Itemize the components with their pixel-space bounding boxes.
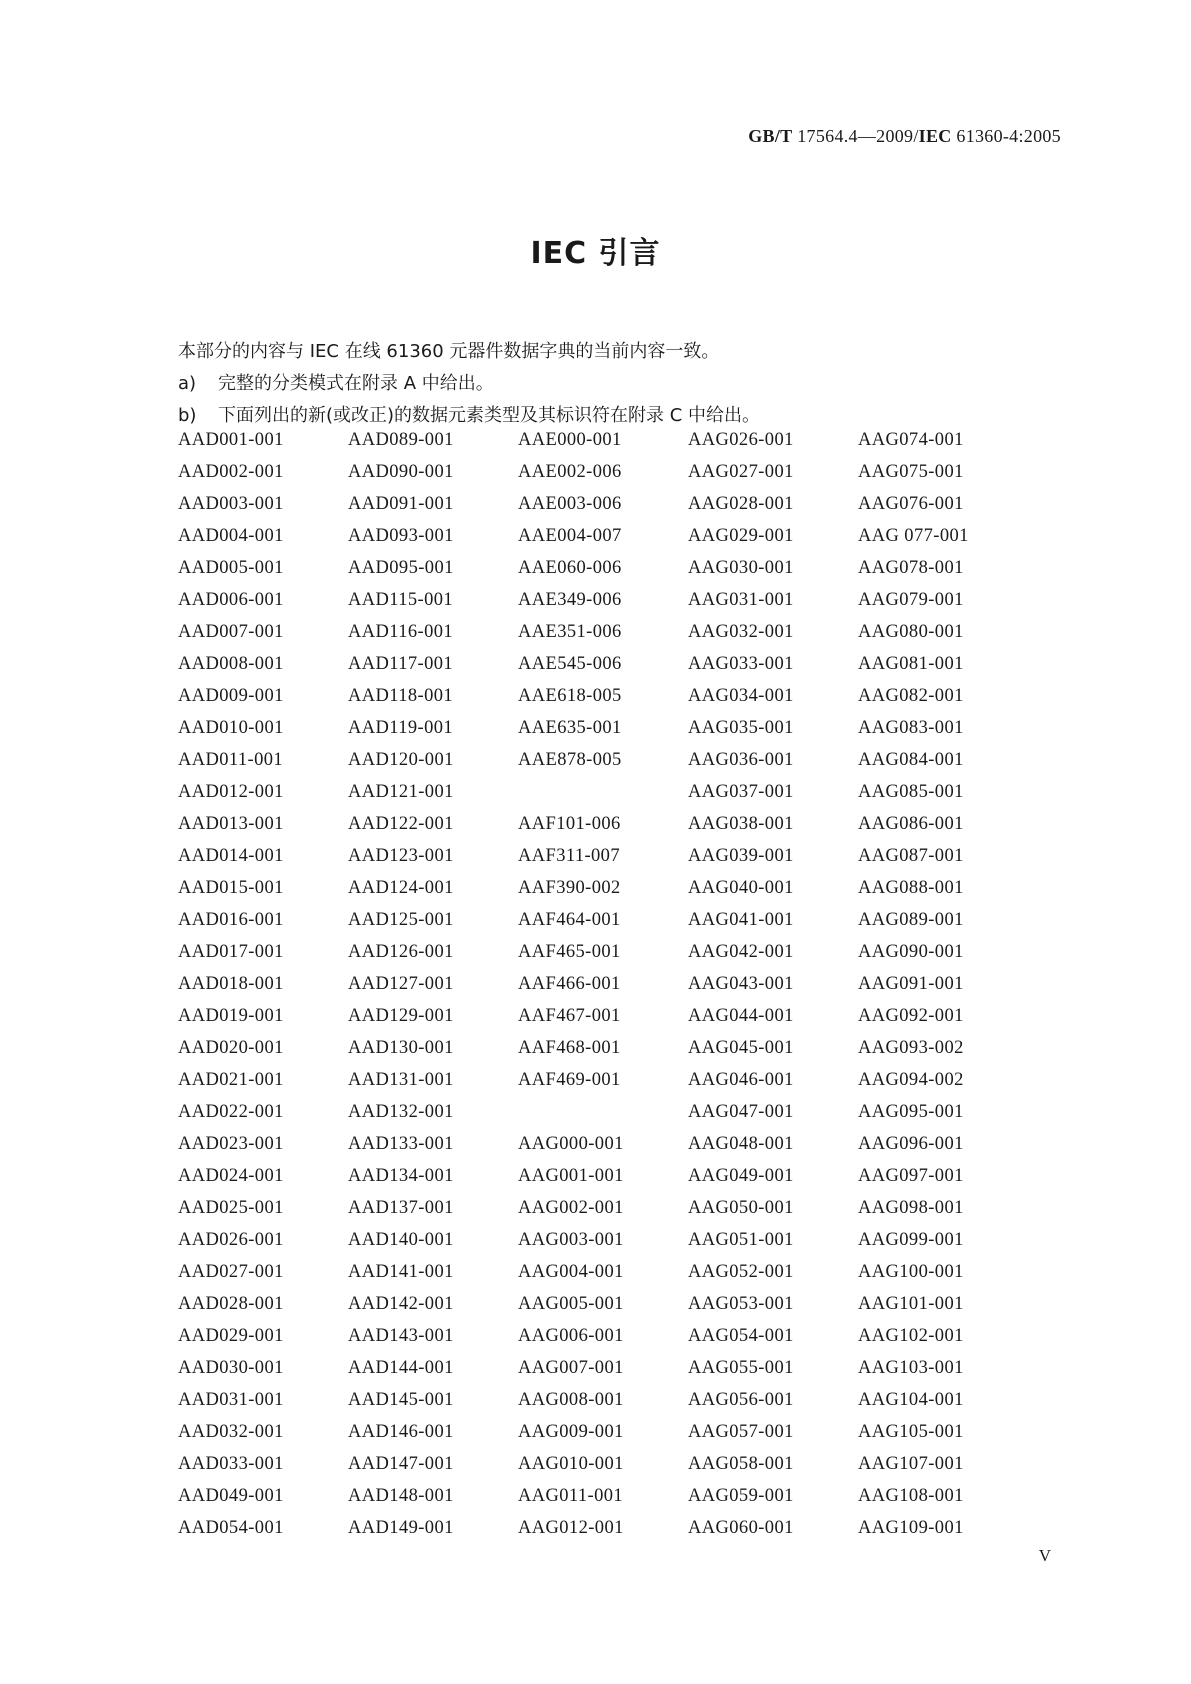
identifier-code: AAG053-001 [688, 1294, 794, 1314]
identifier-code: AAG059-001 [688, 1486, 794, 1506]
identifier-code: AAD145-001 [348, 1390, 454, 1410]
identifier-code: AAG026-001 [688, 430, 794, 450]
identifier-code: AAD127-001 [348, 974, 454, 994]
identifier-code: AAG090-001 [858, 942, 964, 962]
identifier-code: AAF101-006 [518, 814, 621, 834]
identifier-code: AAG036-001 [688, 750, 794, 770]
identifier-code: AAE349-006 [518, 590, 622, 610]
identifier-code: AAG031-001 [688, 590, 794, 610]
identifier-code: AAG100-001 [858, 1262, 964, 1282]
identifier-code: AAG007-001 [518, 1358, 624, 1378]
identifier-code [518, 776, 688, 808]
identifier-column [348, 424, 518, 1544]
identifier-code: AAD017-001 [178, 942, 284, 962]
list-marker-a: a) [178, 373, 197, 394]
identifier-code: AAG009-001 [518, 1422, 624, 1442]
identifier-code: AAD022-001 [178, 1102, 284, 1122]
identifier-code: AAD019-001 [178, 1006, 284, 1026]
identifier-code: AAG097-001 [858, 1166, 964, 1186]
identifier-code: AAD049-001 [178, 1486, 284, 1506]
identifier-code: AAG042-001 [688, 942, 794, 962]
identifier-column [858, 424, 1028, 1544]
identifier-code: AAG032-001 [688, 622, 794, 642]
identifier-code: AAG082-001 [858, 686, 964, 706]
identifier-code: AAD134-001 [348, 1166, 454, 1186]
identifier-code: AAD146-001 [348, 1422, 454, 1442]
identifier-code: AAF468-001 [518, 1038, 621, 1058]
identifier-code: AAD004-001 [178, 526, 284, 546]
identifier-code: AAG033-001 [688, 654, 794, 674]
identifier-code: AAD121-001 [348, 782, 454, 802]
identifier-code: AAE878-005 [518, 750, 622, 770]
identifier-code: AAD027-001 [178, 1262, 284, 1282]
identifier-code: AAG051-001 [688, 1230, 794, 1250]
identifier-code: AAG079-001 [858, 590, 964, 610]
identifier-code: AAE635-001 [518, 718, 622, 738]
identifier-code: AAG095-001 [858, 1102, 964, 1122]
identifier-code: AAD143-001 [348, 1326, 454, 1346]
identifier-code: AAG057-001 [688, 1422, 794, 1442]
identifier-code: AAG003-001 [518, 1230, 624, 1250]
identifier-code: AAD012-001 [178, 782, 284, 802]
identifier-column [178, 424, 348, 1544]
identifier-code: AAD033-001 [178, 1454, 284, 1474]
identifier-code: AAD130-001 [348, 1038, 454, 1058]
identifier-code: AAD089-001 [348, 430, 454, 450]
identifier-code: AAG049-001 [688, 1166, 794, 1186]
identifier-code: AAE351-006 [518, 622, 622, 642]
identifier-code: AAG105-001 [858, 1422, 964, 1442]
identifier-code: AAG088-001 [858, 878, 964, 898]
identifier-code: AAD144-001 [348, 1358, 454, 1378]
identifier-column [688, 424, 858, 1544]
identifier-code: AAD006-001 [178, 590, 284, 610]
identifier-code: AAD095-001 [348, 558, 454, 578]
identifier-code: AAG099-001 [858, 1230, 964, 1250]
identifier-code: AAG092-001 [858, 1006, 964, 1026]
identifier-code: AAG002-001 [518, 1198, 624, 1218]
identifier-code: AAE060-006 [518, 558, 622, 578]
identifier-code: AAD001-001 [178, 430, 284, 450]
identifier-code: AAE002-006 [518, 462, 622, 482]
identifier-code: AAD141-001 [348, 1262, 454, 1282]
identifier-code: AAD120-001 [348, 750, 454, 770]
identifier-code: AAG046-001 [688, 1070, 794, 1090]
identifier-code: AAD126-001 [348, 942, 454, 962]
identifier-code: AAD009-001 [178, 686, 284, 706]
identifier-code: AAG102-001 [858, 1326, 964, 1346]
identifier-code: AAG058-001 [688, 1454, 794, 1474]
identifier-code: AAD132-001 [348, 1102, 454, 1122]
page-number: V [1038, 1546, 1051, 1565]
identifier-code: AAD020-001 [178, 1038, 284, 1058]
identifier-code: AAG083-001 [858, 718, 964, 738]
identifier-code: AAG054-001 [688, 1326, 794, 1346]
identifier-code: AAD032-001 [178, 1422, 284, 1442]
identifier-code: AAG004-001 [518, 1262, 624, 1282]
identifier-code: AAG039-001 [688, 846, 794, 866]
identifier-code: AAD028-001 [178, 1294, 284, 1314]
identifier-code: AAD005-001 [178, 558, 284, 578]
identifier-code: AAG040-001 [688, 878, 794, 898]
identifier-code: AAG050-001 [688, 1198, 794, 1218]
identifier-code: AAG028-001 [688, 494, 794, 514]
identifier-code: AAF311-007 [518, 846, 620, 866]
identifier-code: AAG030-001 [688, 558, 794, 578]
code-iec: IEC [918, 126, 952, 146]
code-iec-number: 61360-4:2005 [956, 126, 1061, 146]
identifier-code: AAG094-002 [858, 1070, 964, 1090]
identifier-code: AAG075-001 [858, 462, 964, 482]
intro-section [178, 336, 1038, 432]
identifier-code: AAG052-001 [688, 1262, 794, 1282]
identifier-code: AAD031-001 [178, 1390, 284, 1410]
identifier-code: AAG044-001 [688, 1006, 794, 1026]
identifier-code: AAG045-001 [688, 1038, 794, 1058]
identifier-code: AAD023-001 [178, 1134, 284, 1154]
identifier-code: AAD091-001 [348, 494, 454, 514]
identifier-code: AAG037-001 [688, 782, 794, 802]
identifier-code: AAE003-006 [518, 494, 622, 514]
identifier-code: AAD014-001 [178, 846, 284, 866]
identifier-code: AAF465-001 [518, 942, 621, 962]
identifier-code: AAD007-001 [178, 622, 284, 642]
identifier-code: AAD010-001 [178, 718, 284, 738]
identifier-code: AAE618-005 [518, 686, 622, 706]
identifier-code: AAG089-001 [858, 910, 964, 930]
identifier-code: AAD129-001 [348, 1006, 454, 1026]
identifier-code: AAD018-001 [178, 974, 284, 994]
identifier-code: AAD142-001 [348, 1294, 454, 1314]
identifier-code: AAG035-001 [688, 718, 794, 738]
identifier-code: AAD148-001 [348, 1486, 454, 1506]
identifier-code: AAD119-001 [348, 718, 454, 738]
identifier-code: AAG012-001 [518, 1518, 624, 1538]
identifier-code: AAD013-001 [178, 814, 284, 834]
identifier-code: AAF467-001 [518, 1006, 621, 1026]
identifier-code: AAD025-001 [178, 1198, 284, 1218]
identifier-code: AAD021-001 [178, 1070, 284, 1090]
list-marker-b: b) [178, 405, 197, 426]
identifier-code: AAG027-001 [688, 462, 794, 482]
identifier-code: AAD115-001 [348, 590, 454, 610]
identifier-code: AAG091-001 [858, 974, 964, 994]
identifier-code: AAG078-001 [858, 558, 964, 578]
identifier-code: AAG093-002 [858, 1038, 964, 1058]
identifier-code: AAF469-001 [518, 1070, 621, 1090]
identifier-code: AAD116-001 [348, 622, 454, 642]
identifier-code: AAD093-001 [348, 526, 454, 546]
identifier-code: AAD015-001 [178, 878, 284, 898]
identifier-code: AAG055-001 [688, 1358, 794, 1378]
identifier-code: AAF464-001 [518, 910, 621, 930]
identifier-code: AAG109-001 [858, 1518, 964, 1538]
identifier-code: AAD029-001 [178, 1326, 284, 1346]
identifier-code: AAD122-001 [348, 814, 454, 834]
identifier-code: AAD117-001 [348, 654, 454, 674]
code-number: 17564.4—2009/ [797, 126, 919, 146]
identifier-code: AAD131-001 [348, 1070, 454, 1090]
identifier-code: AAD011-001 [178, 750, 284, 770]
page-title: IEC 引言 [530, 236, 661, 271]
identifier-code: AAG000-001 [518, 1134, 624, 1154]
identifier-code: AAD054-001 [178, 1518, 284, 1538]
identifier-code: AAE000-001 [518, 430, 622, 450]
identifier-code: AAG086-001 [858, 814, 964, 834]
identifier-code: AAG107-001 [858, 1454, 964, 1474]
identifier-code: AAD026-001 [178, 1230, 284, 1250]
identifier-code: AAD125-001 [348, 910, 454, 930]
identifier-code: AAG038-001 [688, 814, 794, 834]
identifier-code: AAG001-001 [518, 1166, 624, 1186]
identifier-code: AAG011-001 [518, 1486, 624, 1506]
identifier-code: AAG 077-001 [858, 526, 969, 546]
identifier-code: AAG101-001 [858, 1294, 964, 1314]
identifier-code: AAG074-001 [858, 430, 964, 450]
identifier-code [518, 1096, 688, 1128]
identifier-code: AAD030-001 [178, 1358, 284, 1378]
identifier-code: AAD124-001 [348, 878, 454, 898]
identifier-code: AAG085-001 [858, 782, 964, 802]
list-item-a [178, 368, 1038, 400]
identifier-code: AAD140-001 [348, 1230, 454, 1250]
identifier-code: AAD137-001 [348, 1198, 454, 1218]
code-prefix: GB/T [748, 126, 793, 146]
document-code [748, 126, 1061, 147]
identifier-code: AAG034-001 [688, 686, 794, 706]
identifier-code: AAG087-001 [858, 846, 964, 866]
identifier-column [518, 424, 688, 1544]
identifier-code: AAG108-001 [858, 1486, 964, 1506]
intro-line: 本部分的内容与 IEC 在线 61360 元器件数据字典的当前内容一致。 [178, 341, 720, 362]
identifier-code: AAG047-001 [688, 1102, 794, 1122]
identifier-code: AAG010-001 [518, 1454, 624, 1474]
identifier-code: AAD118-001 [348, 686, 454, 706]
identifier-grid [178, 424, 1058, 1544]
identifier-code: AAG005-001 [518, 1294, 624, 1314]
identifier-code: AAD008-001 [178, 654, 284, 674]
identifier-code: AAD016-001 [178, 910, 284, 930]
identifier-code: AAD123-001 [348, 846, 454, 866]
identifier-code: AAG081-001 [858, 654, 964, 674]
identifier-code: AAG098-001 [858, 1198, 964, 1218]
identifier-code: AAG043-001 [688, 974, 794, 994]
identifier-code: AAG041-001 [688, 910, 794, 930]
identifier-code: AAG008-001 [518, 1390, 624, 1410]
identifier-code: AAE545-006 [518, 654, 622, 674]
identifier-code: AAF466-001 [518, 974, 621, 994]
identifier-code: AAD002-001 [178, 462, 284, 482]
identifier-code: AAE004-007 [518, 526, 622, 546]
identifier-code: AAD147-001 [348, 1454, 454, 1474]
identifier-code: AAG006-001 [518, 1326, 624, 1346]
identifier-code: AAG048-001 [688, 1134, 794, 1154]
identifier-code: AAF390-002 [518, 878, 621, 898]
identifier-code: AAD090-001 [348, 462, 454, 482]
identifier-code: AAG084-001 [858, 750, 964, 770]
list-text-a: 完整的分类模式在附录 A 中给出。 [218, 373, 494, 394]
identifier-code: AAG029-001 [688, 526, 794, 546]
identifier-code: AAD003-001 [178, 494, 284, 514]
identifier-code: AAG076-001 [858, 494, 964, 514]
identifier-code: AAG080-001 [858, 622, 964, 642]
identifier-code: AAG060-001 [688, 1518, 794, 1538]
identifier-code: AAD024-001 [178, 1166, 284, 1186]
identifier-code: AAG096-001 [858, 1134, 964, 1154]
identifier-code: AAG056-001 [688, 1390, 794, 1410]
list-text-b: 下面列出的新(或改正)的数据元素类型及其标识符在附录 C 中给出。 [218, 405, 761, 426]
identifier-code: AAD133-001 [348, 1134, 454, 1154]
identifier-code: AAG104-001 [858, 1390, 964, 1410]
identifier-code: AAG103-001 [858, 1358, 964, 1378]
identifier-code: AAD149-001 [348, 1518, 454, 1538]
